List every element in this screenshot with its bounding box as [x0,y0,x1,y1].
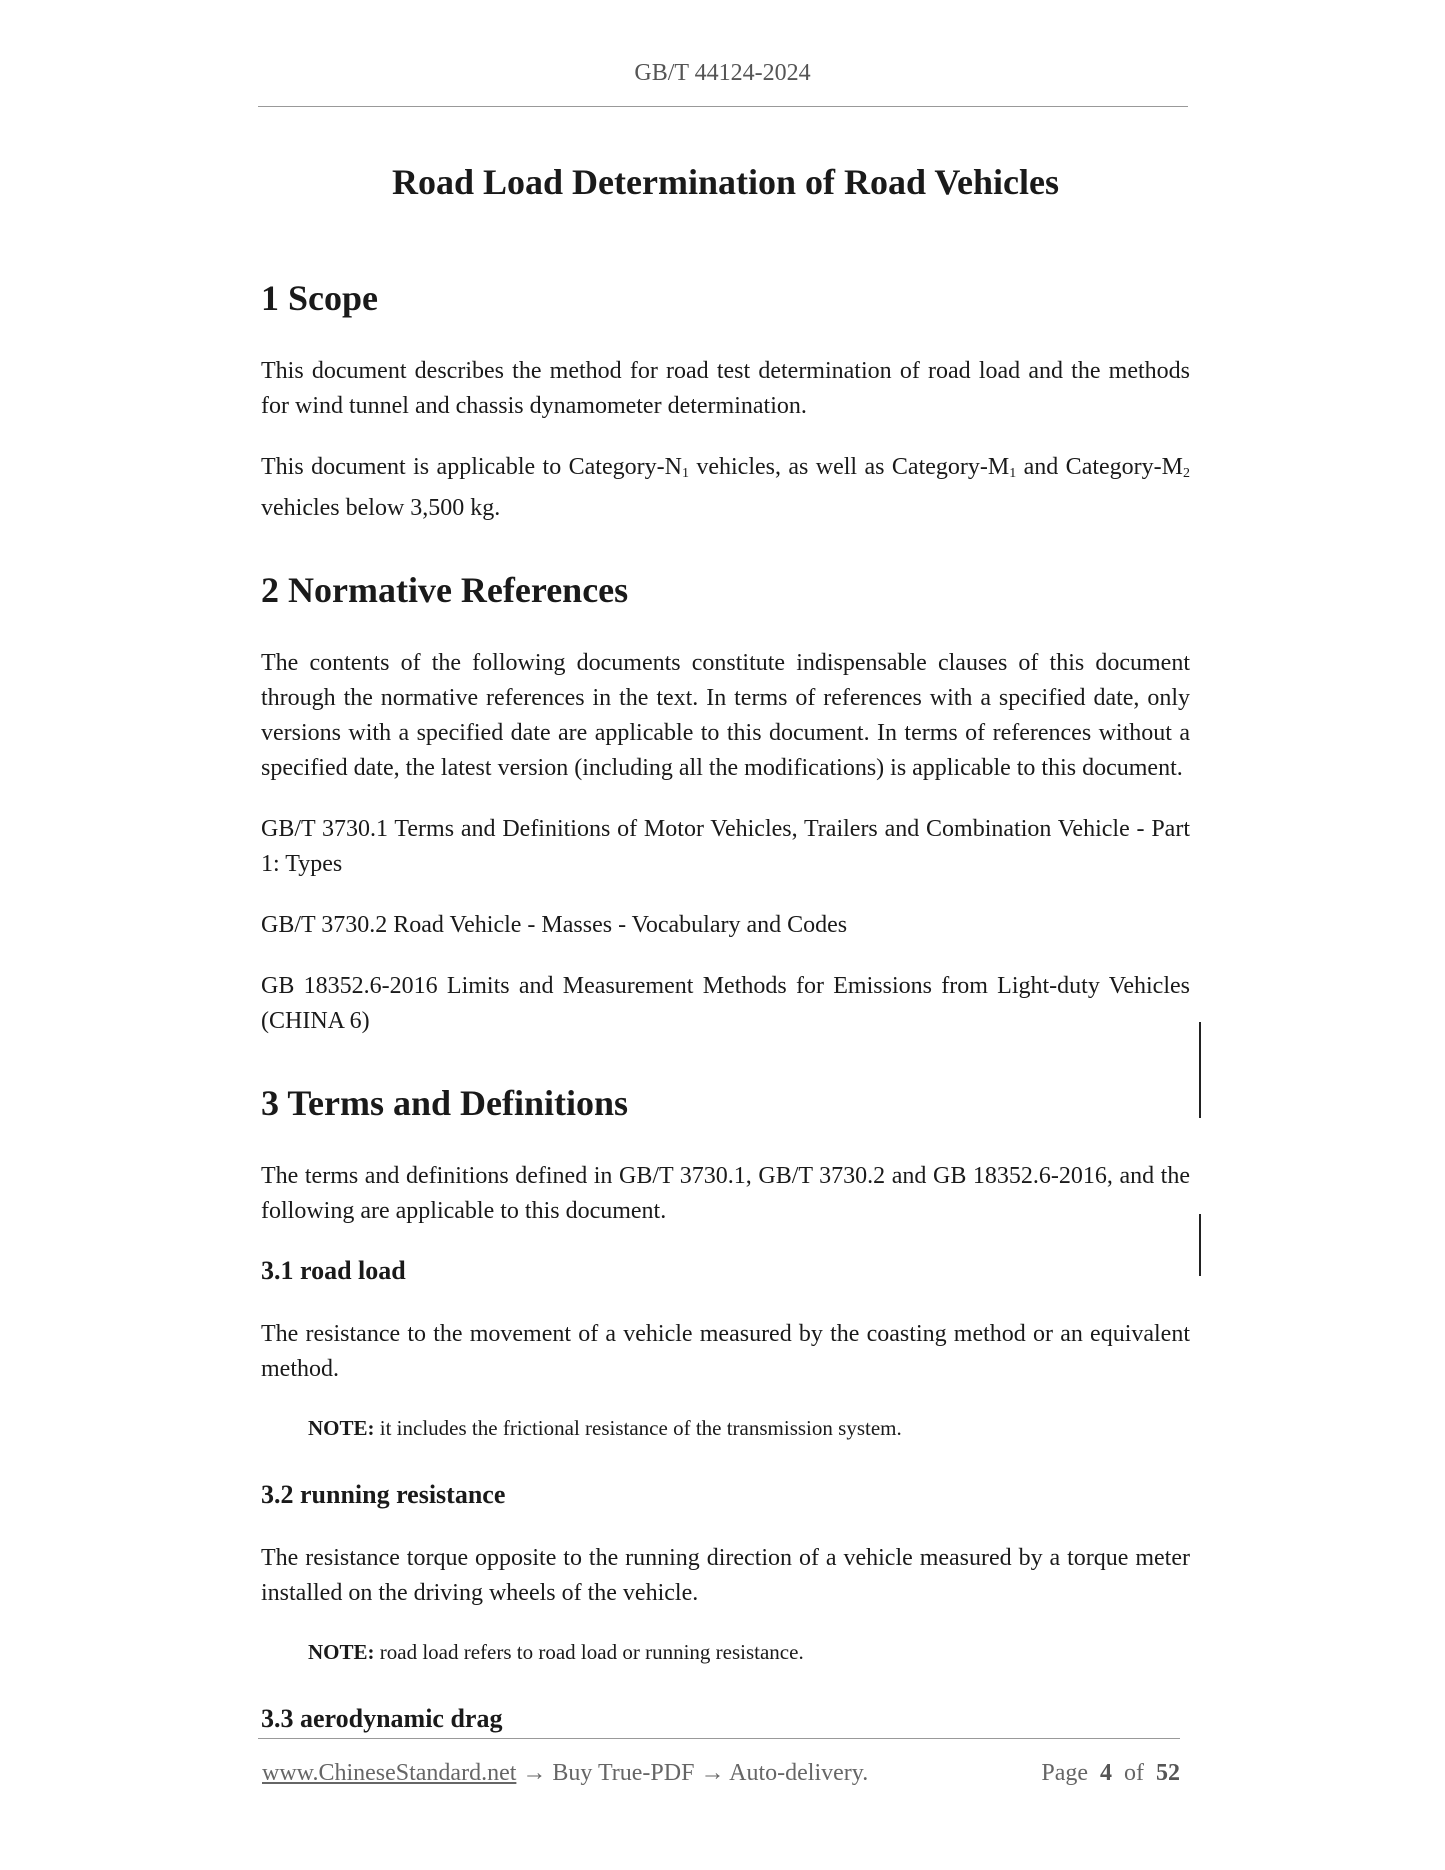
reference-item: GB/T 3730.1 Terms and Definitions of Motor Vehicles, Trailers and Combination Vehicle - Part 1: Types [261,816,1190,877]
document-body [261,160,1190,1765]
page-footer [262,1760,1180,1787]
section-3-paragraph-1: The terms and definitions defined in GB/T 3730.1, GB/T 3730.2 and GB 18352.6-2016, and the following are applicable to this document. [261,1163,1190,1224]
p2-subscript-3: 2 [1183,466,1190,481]
reference-item: GB/T 3730.2 Road Vehicle - Masses - Vocabulary and Codes [261,912,848,938]
section-2-heading: 2 Normative References [261,570,629,610]
term-3-2-note [308,1637,1190,1667]
website-link[interactable]: www.ChineseStandard.net [262,1760,517,1786]
page-total: 52 [1156,1760,1180,1786]
of-label: of [1124,1760,1144,1786]
page-indicator [1041,1760,1180,1787]
arrow-icon: → [694,1760,730,1786]
term-3-2-definition: The resistance torque opposite to the running direction of a vehicle measured by a torque meter installed on the driving wheels of the vehicle. [261,1545,1190,1606]
term-3-1-note [308,1413,1190,1443]
reference-item: GB 18352.6-2016 Limits and Measurement Methods for Emissions from Light-duty Vehicles (CHINA 6) [261,973,1190,1034]
section-1-paragraph-1: This document describes the method for road test determination of road load and the methods for wind tunnel and chassis dynamometer determination. [261,358,1190,419]
p2-text-c: and Category-M [1016,454,1183,480]
header-standard-code: GB/T 44124-2024 [634,60,811,86]
p2-text-b: vehicles, as well as Category-M [688,454,1010,480]
term-3-3-heading: 3.3 aerodynamic drag [261,1704,503,1733]
page-number: 4 [1100,1760,1112,1786]
section-3-heading: 3 Terms and Definitions [261,1083,629,1123]
section-1-heading: 1 Scope [261,278,378,318]
p2-subscript-1: 1 [681,466,689,481]
header-divider [258,106,1188,107]
buy-pdf-text: Buy True-PDF [552,1760,695,1786]
term-3-1-heading: 3.1 road load [261,1256,406,1285]
section-2-paragraph-1: The contents of the following documents constitute indispensable clauses of this document through the normative references in the text. In terms of references with a specified date, only versions with a specified date are applicable to this document. In terms of references without a specified date, the latest version (including all the modifications) is applicable to this document. [261,650,1190,781]
term-3-1-definition: The resistance to the movement of a vehicle measured by the coasting method or an equivalent method. [261,1321,1190,1382]
note-text: road load refers to road load or running resistance. [374,1640,804,1664]
footer-divider [258,1738,1180,1739]
document-title: Road Load Determination of Road Vehicles [391,162,1060,202]
arrow-icon: → [516,1760,553,1786]
p2-text-a: This document is applicable to Category-N [261,454,682,480]
note-label: NOTE: [308,1416,375,1440]
p2-subscript-2: 1 [1009,466,1017,481]
page-label: Page [1041,1760,1088,1786]
section-1-paragraph-2 [261,450,1190,526]
p2-text-d: vehicles below 3,500 kg. [261,495,501,521]
note-text: it includes the frictional resistance of the transmission system. [374,1416,902,1440]
revision-change-bar [1199,1214,1201,1276]
term-3-2-heading: 3.2 running resistance [261,1480,506,1509]
note-label: NOTE: [308,1640,375,1664]
revision-change-bar [1199,1022,1201,1118]
delivery-text: Auto-delivery. [729,1760,869,1786]
